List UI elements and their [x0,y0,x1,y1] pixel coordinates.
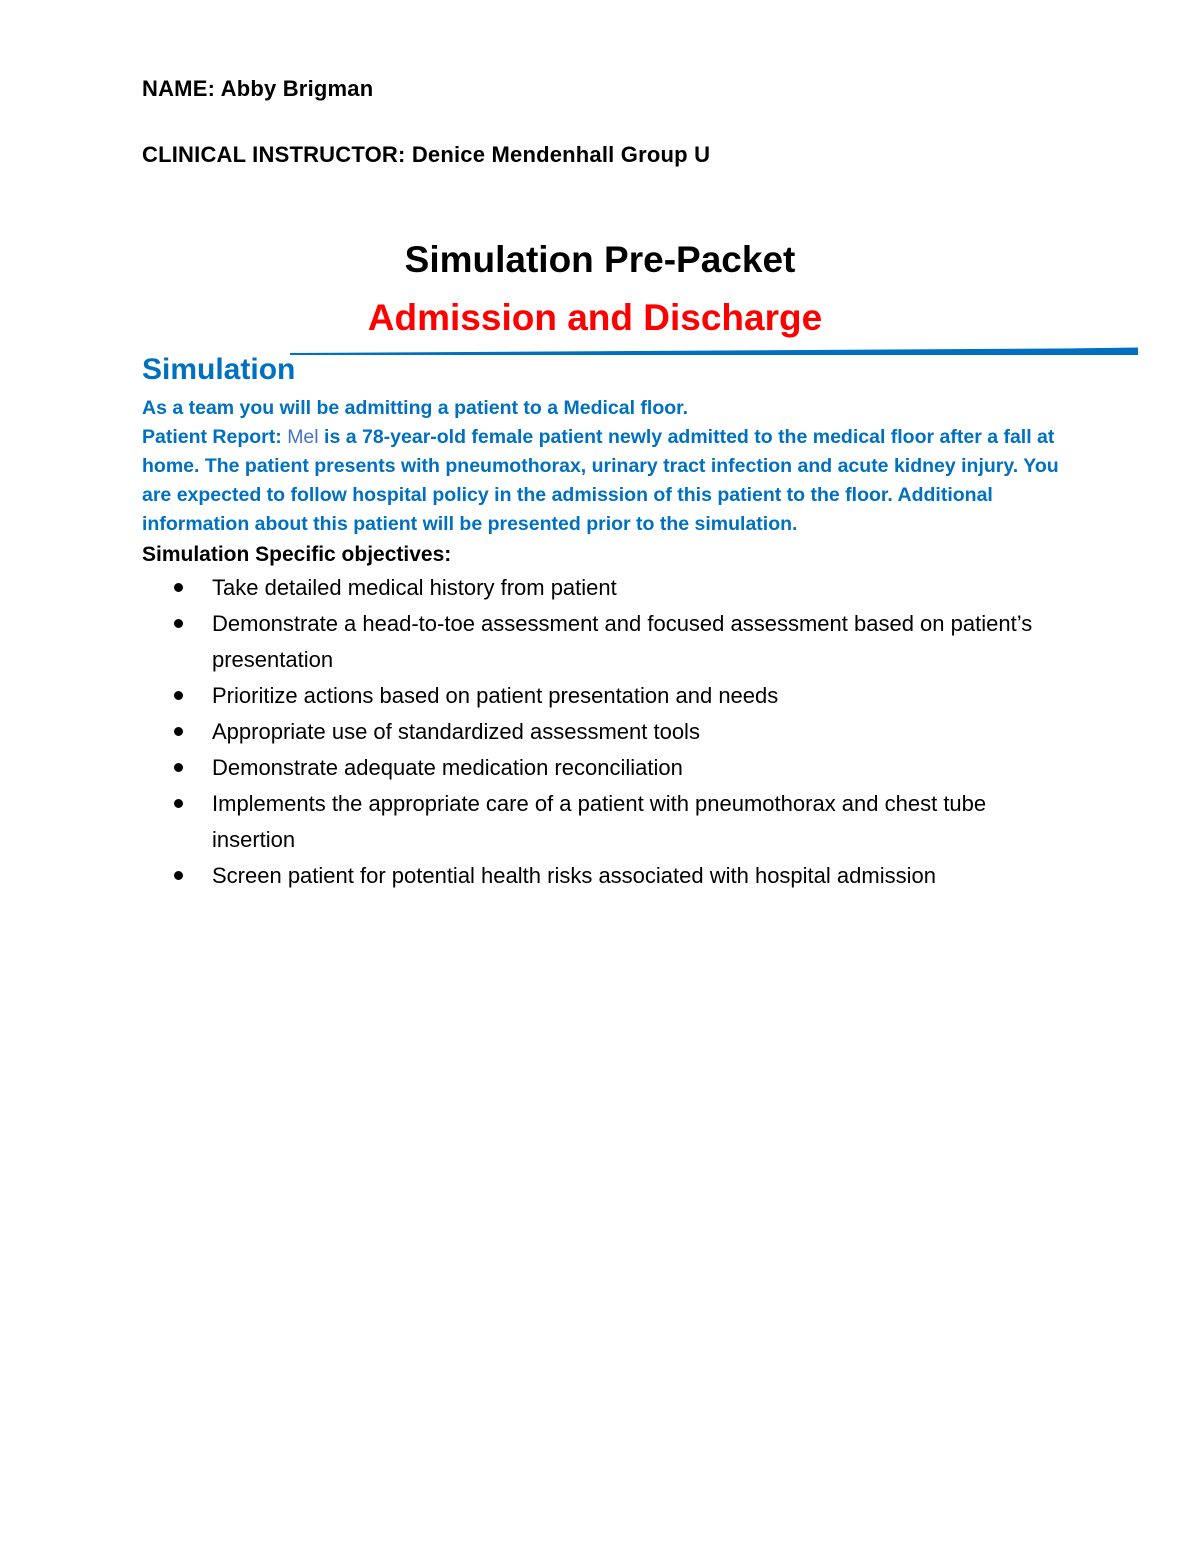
bullet-icon [174,583,183,592]
list-item: Implements the appropriate care of a patient with pneumothorax and chest tube insertion [172,786,1072,858]
bullet-icon [174,799,183,808]
name-label: NAME: [142,76,216,101]
list-item: Screen patient for potential health risks associated with hospital admission [172,858,1072,894]
instructor-label: CLINICAL INSTRUCTOR: [142,142,406,167]
section-heading: Simulation [142,353,296,386]
patient-report [142,423,1072,539]
list-item: Prioritize actions based on patient presentation and needs [172,678,1072,714]
list-item: Demonstrate adequate medication reconciliation [172,750,1072,786]
scenario-intro [142,394,1072,539]
team-intro: As a team you will be admitting a patient to a Medical floor. [142,397,689,419]
report-prefix: Patient Report: [142,426,288,448]
bullet-icon [174,691,183,700]
bullet-icon [174,871,183,880]
objectives-list [172,570,1072,894]
objectives-heading: Simulation Specific objectives: [142,543,452,566]
instructor-name: Denice Mendenhall Group U [411,142,711,167]
report-body: is a 78-year-old female patient newly admitted to the medical floor after a fall at home. The patient presents with pneumothorax, urinary tract infection and acute kidney injury. You are expected to follow hospital policy in the admission of this patient to the floor. Additional information about this patient will be presented prior to the simulation. [142,426,1059,535]
list-item: Demonstrate a head-to-toe assessment and focused assessment based on patient’s presentation [172,606,1072,678]
document-title: Simulation Pre-Packet [404,239,796,280]
bullet-icon [174,763,183,772]
bullet-icon [174,619,183,628]
list-item: Appropriate use of standardized assessment tools [172,714,1072,750]
patient-name: Mel [287,426,319,448]
student-name-line [142,76,373,102]
document-subtitle: Admission and Discharge [367,297,823,338]
list-item: Take detailed medical history from patient [172,570,1072,606]
instructor-line [142,142,710,168]
student-name: Abby Brigman [220,76,374,101]
bullet-icon [174,727,183,736]
